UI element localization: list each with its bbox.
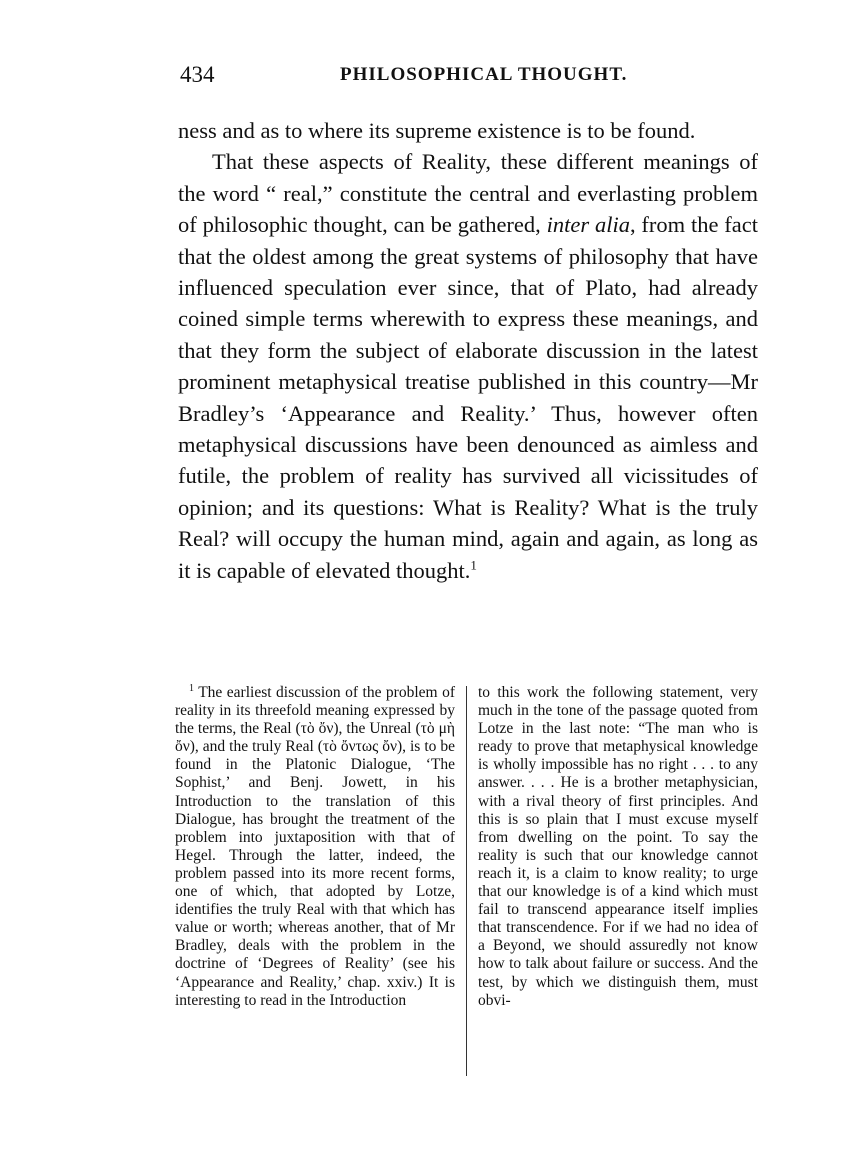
- footnotes: [175, 684, 765, 1084]
- footnote-reference: 1: [470, 557, 477, 573]
- footnote-1: [175, 684, 455, 1010]
- paragraph-text-end: , from the fact that the oldest among the great systems of philosophy that have influenced speculation ever since, that of Plato, had already coined simple terms wherewith to express these meanings, and that they form the subject of elaborate discussion in the latest prominent metaphysical treatise published in this country—Mr Bradley’s ‘Appearance and Reality.’ Thus, however often metaphysical discussions have been denounced as aimless and futile, the problem of reality has survived all vicissitudes of opinion; and its questions: What is Reality? What is the truly Real? will occupy the human mind, again and again, as long as it is capable of elevated thought.: [178, 212, 758, 583]
- italic-phrase: inter alia: [546, 212, 630, 238]
- paragraph-continued: ness and as to where its supreme existence is to be found.: [178, 118, 696, 143]
- footnote-right-column: [478, 684, 758, 1010]
- running-title: PHILOSOPHICAL THOUGHT.: [340, 64, 628, 85]
- footnote-marker: 1: [189, 682, 194, 694]
- column-divider: [466, 686, 467, 1076]
- footnote-right-text: to this work the following statement, very much in the tone of the passage quoted from Lotze in the last note: “The man who is ready to prove that metaphysical knowledge is wholly impossible has no right . . . to any answer. . . . He is a brother metaphysician, with a rival theory of first principles. And this is so plain that I must excuse myself from dwelling on the point. To say the reality is such that our knowledge cannot reach it, is a claim to know reality; to urge that our knowledge is of a kind which must fail to transcend appearance itself implies that transcendence. For if we had no idea of a Beyond, we should assuredly not know how to talk about failure or success. And the test, by which we distinguish them, must obvi-: [478, 684, 758, 1009]
- footnote-left-column: [175, 684, 455, 1010]
- page-header: [180, 58, 756, 94]
- paragraph-reality: [178, 146, 758, 586]
- page-number: 434: [180, 62, 215, 87]
- paragraph-text-start: That these aspects of Reality, these different meanings of the word “ real,” constitute the central and everlasting problem of philosophic thought, can be gathered,: [178, 149, 758, 238]
- body-text: [178, 115, 758, 586]
- footnote-left-text: The earliest discussion of the problem of reality in its threefold meaning expressed by the terms, the Real (τὸ ὄν), the Unreal (τὸ μὴ ὄν), and the truly Real (τὸ ὄντως ὄν), is to be found in the Platonic Dialogue, ‘The Sophist,’ and Benj. Jowett, in his Introduction to the translation of this Dialogue, has brought the treatment of the problem into juxtaposition with that of Hegel. Through the latter, indeed, the problem passed into its more recent forms, one of which, that adopted by Lotze, identifies the truly Real with that which has value or worth; whereas another, that of Mr Bradley, deals with the problem in the doctrine of ‘Degrees of Reality’ (see his ‘Appearance and Reality,’ chap. xxiv.) It is interesting to read in the Introduction: [175, 684, 455, 1009]
